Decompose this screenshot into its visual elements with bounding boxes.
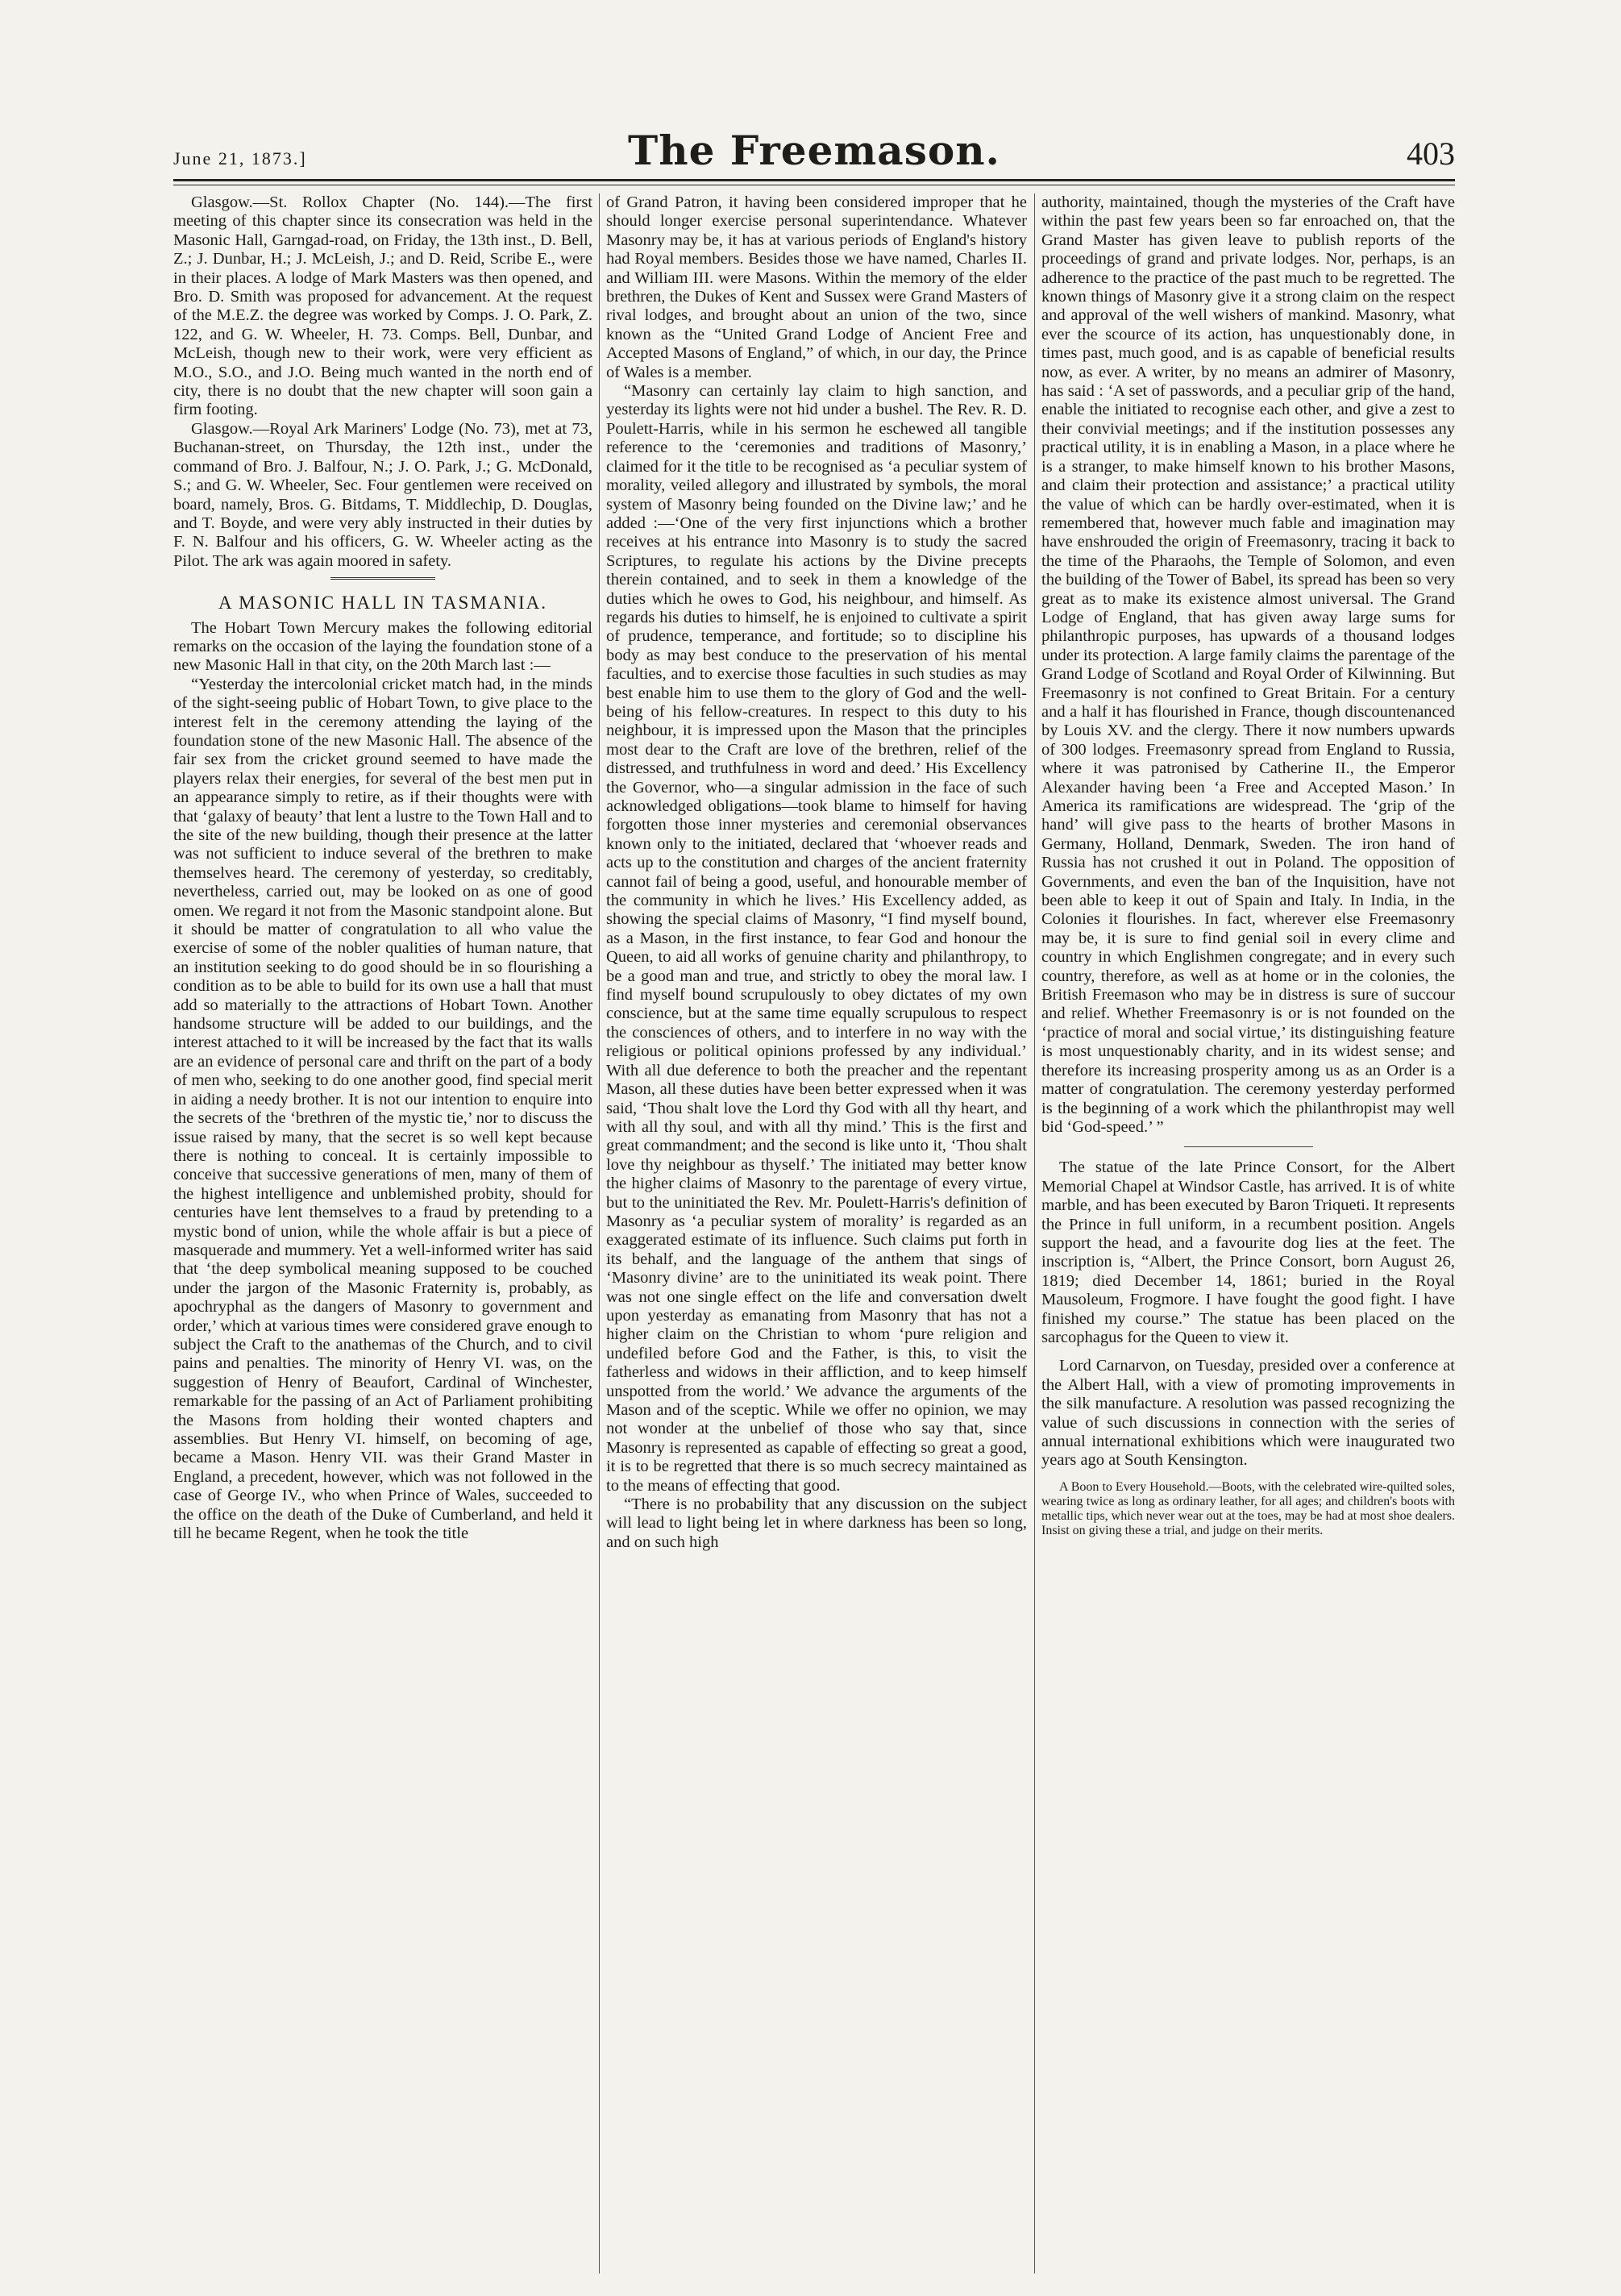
section-separator bbox=[330, 577, 435, 582]
column-2 bbox=[606, 193, 1027, 2281]
article-paragraph: “Masonry can certainly lay claim to high sanction, and yesterday its lights were not hid under a bushel. The Rev. R. D. Poulett-Harris, while in his sermon he eschewed all tangible reference to the ‘ceremonies and traditions of Masonry,’ claimed for it the title to be recognised as ‘a peculiar system of morality, veiled allegory and illustrated by symbols, the moral system of Masonry being founded on the Divine law;’ and he added :—‘One of the very first injunctions which a brother receives at his entrance into Masonry is to study the sacred Scriptures, to regulate his actions by the Divine precepts therein contained, and to seek in them a knowledge of the duties which he owes to God, his neighbour, and himself. As regards his duties to himself, he is enjoined to cultivate a spirit of prudence, temperance, and fortitude; so to discipline his body as may best conduce to the preservation of his mental faculties, and to exercise those faculties in such studies as may best enable him to use them to the glory of God and the well-being of his fellow-creatures. In respect to this duty to his neighbour, it is impressed upon the Mason that the principles most dear to the Craft are love of the brethren, relief of the distressed, and truthfulness in word and deed.’ His Excellency the Governor, who—a singular admission in the face of such acknowledged obligations—took blame to himself for having forgotten those inner mysteries and ceremonial observances known only to the initiated, declared that ‘whoever reads and acts up to the constitution and charges of the ancient fraternity cannot fail of being a good, useful, and honourable member of the community in which he lives.’ His Excellency added, as showing the special claims of Masonry, “I find myself bound, as a Mason, in the first instance, to fear God and honour the Queen, to aid all works of genuine charity and philanthropy, to be a good man and true, and strictly to obey the moral law. I find myself bound scrupulously to obey dictates of my own conscience, but at the same time equally scrupulous to respect the consciences of others, and to interfere in no way with the religious or political opinions professed by any individual.’ With all due deference to both the preacher and the repentant Mason, all these duties have been better expressed when it was said, ‘Thou shalt love the Lord thy God with all thy heart, and with all thy soul, and with all thy mind.’ This is the first and great commandment; and the second is like unto it, ‘Thou shalt love thy neighbour as thyself.’ The initiated may better know the higher claims of Masonry to the parentage of every virtue, but to the uninitiated the Rev. Mr. Poulett-Harris's definition of Masonry as ‘a peculiar system of morality’ is regarded as an exaggerated estimate of its influence. Such claims put forth in its behalf, and the language of the anthem that sings of ‘Masonry divine’ are to the uninitiated its weak point. There was not one single effect on the life and conversation dwelt upon yesterday as emanating from Masonry that has not a higher claim on the Christian to whom ‘pure religion and undefiled before God and the Father, is this, to visit the fatherless and widows in their affliction, and to keep himself unspotted from the world.’ We advance the arguments of the Mason and of the sceptic. While we offer no opinion, we may not wonder at the unbelief of those who say that, since Masonry is represented as capable of effecting so great a good, it is to be regretted that there is so much secrecy maintained as to the means of effecting that good. bbox=[606, 382, 1027, 1495]
boots-advertisement: A Boon to Every Household.—Boots, with the celebrated wire-quilted soles, wearing twice as long as ordinary leather, for all ages; and children's boots with metallic tips, which never wear out at the toes, may be had at most shoe dealers. Insist on giving these a trial, and judge on their merits. bbox=[1041, 1479, 1455, 1537]
article-body: “Yesterday the intercolonial cricket match had, in the minds of the sight-seeing public of Hobart Town, to give place to the interest felt in the ceremony attending the laying of the foundation stone of the new Masonic Hall. The absence of the fair sex from the cricket ground seemed to have made the players relax their energies, for several of the best men put in an appearance simply to retire, as if their thoughts were with that ‘galaxy of beauty’ that lent a lustre to the Town Hall and to the site of the new building, though their presence at the latter was not sufficient to induce several of the brethren to make themselves heard. The ceremony of yesterday, so creditably, nevertheless, carried out, may be looked on as one of good omen. We regard it not from the Masonic standpoint alone. But it should be matter of congratulation to all who value the exercise of some of the nobler qualities of human nature, that an institution seeking to do good should be in so flourishing a condition as to be able to build for its own use a hall that must add so materially to the attractions of Hobart Town. Another handsome structure will be added to our buildings, and the interest attached to it will be increased by the fact that its walls are an evidence of personal care and thrift on the part of a body of men who, seeking to do one another good, find special merit in aiding a needy brother. It is not our intention to enquire into the secrets of the ‘brethren of the mystic tie,’ nor to discuss the issue raised by many, that the secret is so well kept because there is nothing to conceal. It is certainly impossible to conceive that successive generations of men, many of them of the highest intelligence and unblemished probity, should for centuries have lent themselves to a fraud by pretending to a mystic bond of union, while the whole affair is but a piece of masquerade and mummery. Yet a well-informed writer has said that ‘the deep symbolical meaning supposed to be couched under the jargon of the Masonic Fraternity is, probably, as apochryphal as the dangers of Masonry to government and order,’ which at various times were considered grave enough to subject the Craft to the anathemas of the Church, and to civil pains and penalties. The minority of Henry VI. was, on the suggestion of Henry of Beaufort, Cardinal of Winchester, remarkable for the passing of an Act of Parliament prohibiting the Masons from holding their wonted chapters and assemblies. But Henry VI. himself, on becoming of age, became a Mason. Henry VII. was their Grand Master in England, a precedent, however, which was not followed in the case of George IV., who when Prince of Wales, succeeded to the office on the death of the Duke of Cumberland, and held it till he became Regent, when he took the title bbox=[173, 675, 592, 1543]
column-3 bbox=[1041, 193, 1455, 2281]
article-heading: A MASONIC HALL IN TASMANIA. bbox=[218, 593, 548, 614]
column-divider-1 bbox=[599, 193, 600, 2273]
article-continuation: of Grand Patron, it having been considered improper that he should longer exercise personal superintendance. Whatever Masonry may be, it has at various periods of England's history had Royal members. Besides those we have named, Charles II. and William III. were Masons. Within the memory of the elder brethren, the Dukes of Kent and Sussex were Grand Masters of rival lodges, and brought about an union of the two, since known as the “United Grand Lodge of Ancient Free and Accepted Masons of England,” of which, in our day, the Prince of Wales is a member. bbox=[606, 193, 1027, 381]
page-number: 403 bbox=[1407, 135, 1455, 172]
article-paragraph: “There is no probability that any discussion on the subject will lead to light being let in where darkness has been so long, and on such high bbox=[606, 1495, 1027, 1551]
glasgow-st-rollox-report: Glasgow.—St. Rollox Chapter (No. 144).—The first meeting of this chapter since its consecration was held in the Masonic Hall, Garngad-road, on Friday, the 13th inst., D. Bell, Z.; J. Dunbar, H.; J. McLeish, J.; and D. Reid, Scribe E., were in their places. A lodge of Mark Masters was then opened, and Bro. D. Smith was proposed for advancement. At the request of the M.E.Z. the degree was worked by Comps. J. O. Park, Z. 122, and G. W. Wheeler, H. 73. Comps. Bell, Dunbar, and McLeish, though new to their work, were very efficient as M.O., S.O., and J.O. Being much wanted in the north end of city, there is no doubt that the new chapter will soon gain a firm footing. bbox=[173, 193, 592, 419]
column-divider-2 bbox=[1034, 193, 1035, 2273]
glasgow-royal-ark-report: Glasgow.—Royal Ark Mariners' Lodge (No. 73), met at 73, Buchanan-street, on Thursday, the 12th inst., under the command of Bro. J. Balfour, N.; J. O. Park, J.; G. McDonald, S.; and G. W. Wheeler, Sec. Four gentlemen were received on board, namely, Bros. G. Bitdams, T. Middlechip, D. Douglas, and T. Boyde, and were very ably instructed in their duties by F. N. Balfour and his officers, G. W. Wheeler acting as the Pilot. The ark was again moored in safety. bbox=[173, 419, 592, 570]
newspaper-title: The Freemason. bbox=[628, 127, 1000, 174]
masthead bbox=[173, 113, 1455, 177]
issue-date: June 21, 1873.] bbox=[173, 148, 307, 168]
section-separator bbox=[1184, 1146, 1313, 1147]
article-continuation: authority, maintained, though the mysteries of the Craft have within the past few years been so far enroached on, that the Grand Master has given leave to publish reports of the proceedings of grand and private lodges. Nor, perhaps, is an adherence to the practice of the past much to be regretted. The known things of Masonry give it a strong claim on the respect and approval of the well wishers of mankind. Masonry, what ever the scource of its action, has unquestionably done, in times past, much good, and is as capable of beneficial results now, as ever. A writer, by no means an admirer of Masonry, has said : ‘A set of passwords, and a peculiar grip of the hand, enable the initiated to recognise each other, and give a zest to their convivial meetings; and if the institution possesses any practical utility, it is in enabling a Mason, in a place where he is a stranger, to make himself known to his brother Masons, and claim their protection and assistance;’ a practical utility the value of which can be hardly over-estimated, when it is remembered that, however much fable and imagination may have enshrouded the origin of Freemasonry, tracing it back to the time of the Pharaohs, the Temple of Solomon, and even the building of the Tower of Babel, its spread has been so very great as to make its existence almost universal. The Grand Lodge of England, that has given away large sums for philanthropic purposes, has upwards of a thousand lodges under its protection. A large family claims the parentage of the Grand Lodge of Scotland and Royal Order of Kilwinning. But Freemasonry is not confined to Great Britain. For a century and a half it has flourished in France, though discountenanced by Louis XV. and the clergy. There it now numbers upwards of 300 lodges. Freemasonry spread from England to Russia, where it was patronised by Catherine II., the Emperor Alexander having been ‘a Free and Accepted Mason.’ In America its ramifications are widespread. The ‘grip of the hand’ will give pass to the hearts of brother Masons in Germany, Holland, Denmark, Sweden. The iron hand of Russia has not crushed it out in Poland. The opposition of Governments, and even the ban of the Inquisition, have not been able to keep it out of Spain and Italy. In India, in the Colonies it flourishes. In fact, wherever else Freemasonry may be, it is sure to find genial soil in every clime and country in which Englishmen congregate; and in every such country, therefore, as well as at home or in the colonies, the British Freemason who may be in distress is sure of succour and relief. Whether Freemasonry is or is not founded on the ‘practice of moral and social virtue,’ its distinguishing feature is most unquestionably charity, and in its widest sense; and therefore its increasing prosperity among us as an Order is a matter of congratulation. The ceremony yesterday performed is the beginning of a work which the philanthropist may well bid ‘God-speed.’ ” bbox=[1041, 193, 1455, 1136]
prince-consort-statue-item: The statue of the late Prince Consort, for the Albert Memorial Chapel at Windsor Castle, has arrived. It is of white marble, and has been executed by Baron Triqueti. It represents the Prince in full uniform, in a recumbent position. Angels support the head, and a favourite dog lies at the feet. The inscription is, “Albert, the Prince Consort, born August 26, 1819; died December 14, 1861; buried in the Royal Mausoleum, Frogmore. I have fought the good fight. I have finished my course.” The statue has been placed on the sarcophagus for the Queen to view it. bbox=[1041, 1158, 1455, 1346]
lord-carnarvon-item: Lord Carnarvon, on Tuesday, presided over a conference at the Albert Hall, with a view of promoting improvements in the silk manufacture. A resolution was passed recognizing the value of such discussions in connection with the series of annual international exhibitions which were inaugurated two years ago at South Kensington. bbox=[1041, 1357, 1455, 1470]
column-1 bbox=[173, 193, 592, 2281]
article-intro: The Hobart Town Mercury makes the following editorial remarks on the occasion of the laying the foundation stone of a new Masonic Hall in that city, on the 20th March last :— bbox=[173, 618, 592, 675]
masthead-rule bbox=[173, 179, 1455, 181]
